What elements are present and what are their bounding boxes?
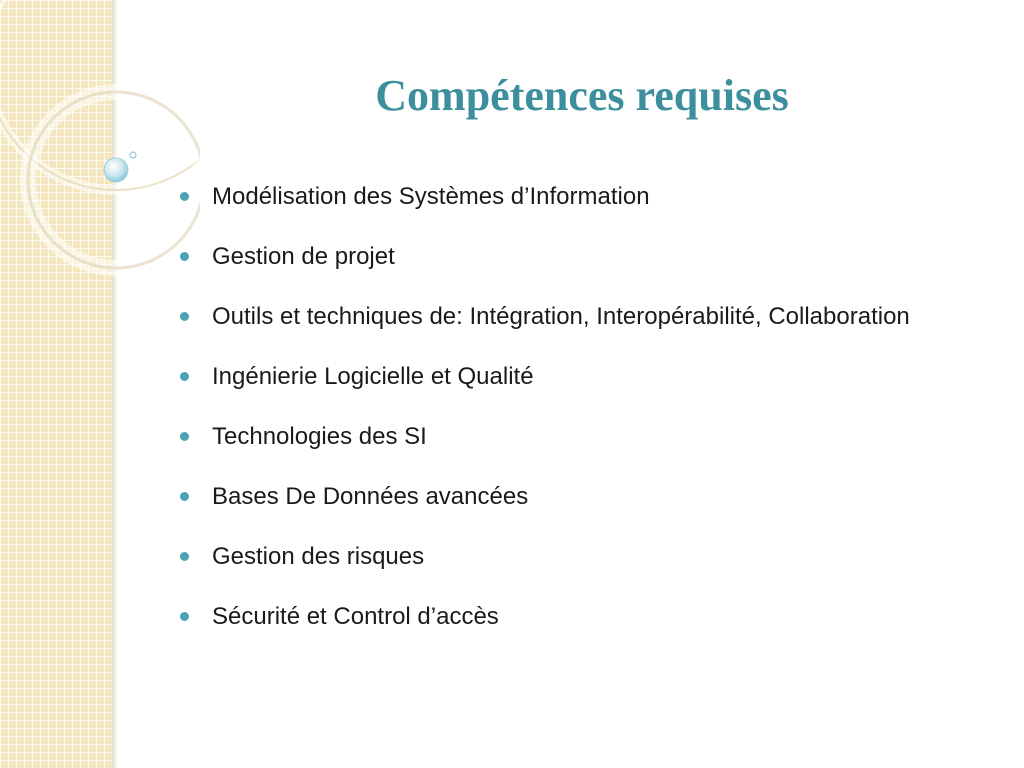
list-item-text: Outils et techniques de: Intégration, Interopérabilité, Collaboration [212,303,910,330]
list-item-text: Gestion de projet [212,243,395,270]
bullet-dot-icon [180,492,189,501]
list-item-text: Modélisation des Systèmes d’Information [212,183,650,210]
bullet-dot-icon [180,252,189,261]
bullet-dot-icon [180,192,189,201]
list-item-text: Gestion des risques [212,543,425,570]
list-item [180,472,960,522]
list-item-text: Technologies des SI [212,423,427,450]
list-item [180,172,960,222]
list-item [180,292,960,342]
list-item [180,232,960,282]
decorative-rings [0,0,200,300]
list-item [180,592,960,642]
list-item-text: Bases De Données avancées [212,483,529,510]
bubble-icon [104,158,128,182]
list-item [180,532,960,582]
slide-title: Compétences requises [375,71,789,120]
bullet-dot-icon [180,372,189,381]
bullet-dot-icon [180,612,189,621]
list-item-text: Ingénierie Logicielle et Qualité [212,363,534,390]
bullet-dot-icon [180,312,189,321]
small-bubble-icon [130,152,136,158]
bullet-list [180,172,960,652]
list-item [180,412,960,462]
list-item-text: Sécurité et Control d’accès [212,603,499,630]
bullet-dot-icon [180,552,189,561]
bullet-dot-icon [180,432,189,441]
list-item [180,352,960,402]
